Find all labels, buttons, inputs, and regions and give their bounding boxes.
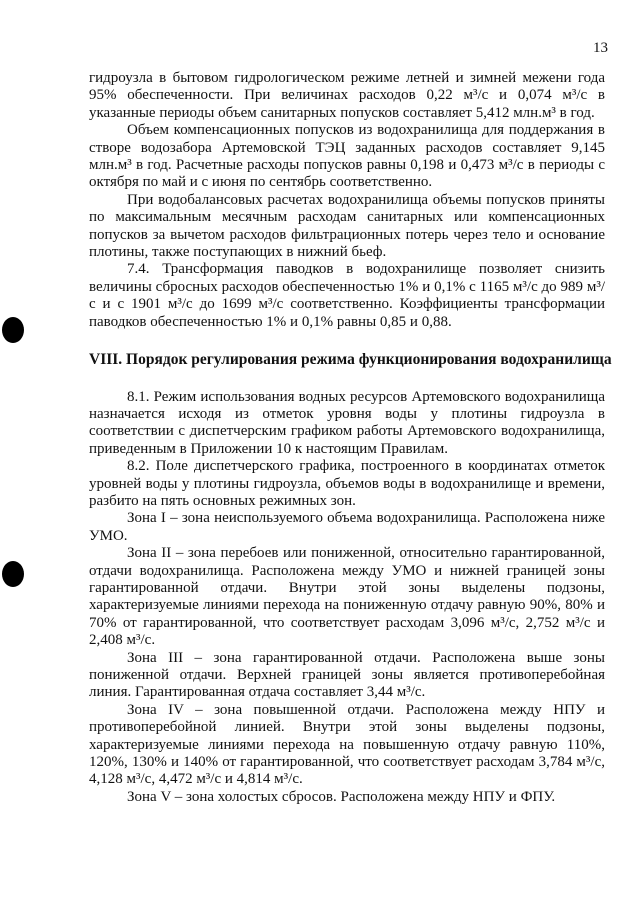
paragraph: Зона V – зона холостых сбросов. Расположена между НПУ и ФПУ. [127, 788, 556, 805]
paragraph: 8.2. Поле диспетчерского графика, построенного в координатах отметок уровней воды у плотины гидроузла, объемов воды в водохранилище и времени, разбито на пять основных режимных зон. [89, 458, 605, 509]
paragraph: Зона III – зона гарантированной отдачи. Расположена выше зоны пониженной отдачи. Верхней границей зоны является противоперебойная линия. Гарантированная отдача составляет 3,44 м³/с. [89, 649, 605, 701]
binder-hole-mark [2, 317, 24, 343]
paragraph: Зона II – зона перебоев или пониженной, относительно гарантированной, отдачи водохранилища. Расположена между УМО и нижней границей зоны гарантированной отдачи. Внутри этой зоны выделены подзоны, характеризуемые линиями перехода на пониженную отдачу равную 90%, 80% и 70% от гарантированной, что соответствует расходам 3,096 м³/с, 2,752 м³/с и 2,408 м³/с. [89, 545, 605, 649]
section-heading: VIII. Порядок регулирования режима функционирования водохранилища [89, 351, 612, 369]
paragraph: Зона IV – зона повышенной отдачи. Расположена между НПУ и противоперебойной линией. Внутри этой зоны выделены подзоны, характеризуемые линиями перехода на повышенную отдачу равную 110%, 120%, 130% и 140% от гарантированной, что соответствует расходам 3,784 м³/с, 4,128 м³/с, 4,472 м³/с и 4,814 м³/с. [89, 701, 605, 788]
document-body [89, 70, 612, 806]
paragraph: гидроузла в бытовом гидрологическом режиме летней и зимней межени года 95% обеспеченности. При величинах расходов 0,22 м³/с и 0,074 м³/с в указанные периоды объем санитарных попусков составляет 5,412 млн.м³ в год. [89, 70, 605, 121]
paragraph: 7.4. Трансформация паводков в водохранилище позволяет снизить величины сбросных расходов обеспеченностью 1% и 0,1% с 1165 м³/с до 989 м³/с и с 1901 м³/с до 1699 м³/с соответственно. Коэффициенты трансформации паводков обеспеченностью 1% и 0,1% равны 0,85 и 0,88. [89, 261, 605, 330]
paragraph: При водобалансовых расчетах водохранилища объемы попусков приняты по максимальным месячным расходам санитарных или компенсационных попусков за вычетом расходов фильтрационных потерь через тело и основание плотины, также поступающих в нижний бьеф. [89, 191, 605, 261]
paragraph: 8.1. Режим использования водных ресурсов Артемовского водохранилища назначается исходя из отметок уровня воды у плотины гидроузла в соответствии с диспетчерским графиком работы Артемовского водохранилища, приведенным в Приложении 10 к настоящим Правилам. [89, 388, 605, 457]
paragraph: Объем компенсационных попусков из водохранилища для поддержания в створе водозабора Артемовской ТЭЦ заданных расходов составляет 9,145 млн.м³ в год. Расчетные расходы попусков равны 0,198 и 0,473 м³/с в периоды с октября по май и с июня по сентябрь соответственно. [89, 122, 605, 191]
page-number: 13 [593, 40, 608, 56]
binder-hole-mark [2, 561, 24, 587]
paragraph: Зона I – зона неиспользуемого объема водохранилища. Расположена ниже УМО. [89, 510, 605, 544]
